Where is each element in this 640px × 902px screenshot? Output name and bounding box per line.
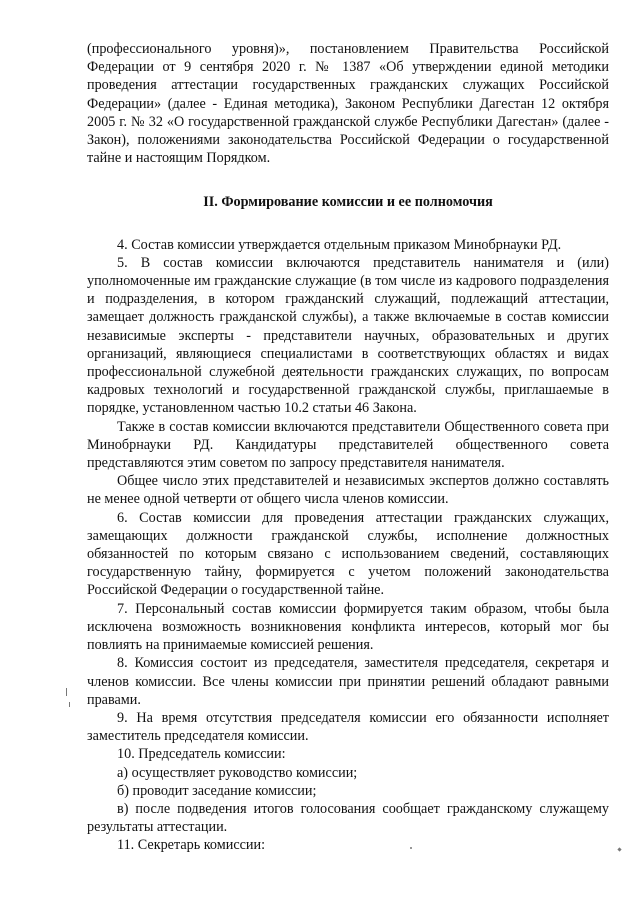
paragraph-8: 8. Комиссия состоит из председателя, заместителя председателя, секретаря и членов комиссии. Все члены комиссии при принятии решений обладают равными правами. xyxy=(87,655,609,708)
section-heading-wrap xyxy=(87,193,609,211)
paragraph-6: 6. Состав комиссии для проведения аттестации гражданских служащих, замещающих должности гражданской службы, исполнение должностных обязанностей по которым связано с использованием сведений, составляющих государственную тайну, формируется с учетом положений законодательства Российской Федерации о государственной тайне. xyxy=(87,509,609,599)
section-heading: II. Формирование комиссии и ее полномочия xyxy=(203,194,493,211)
list-item-b: б) проводит заседание комиссии; xyxy=(117,782,317,799)
list-item-v: в) после подведения итогов голосования сообщает гражданскому служащему результаты аттестации. xyxy=(87,800,609,836)
scan-mark xyxy=(617,847,621,851)
paragraph-5-council: Также в состав комиссии включаются представители Общественного совета при Минобрнауки РД. Кандидатуры представителей общественного совета представляются этим советом по запросу представителя нанимателя. xyxy=(87,418,609,472)
paragraph-5-quota: Общее число этих представителей и независимых экспертов должно составлять не менее одной четверти от общего числа членов комиссии. xyxy=(87,473,609,508)
paragraph-7: 7. Персональный состав комиссии формируется таким образом, чтобы была исключена возможность возникновения конфликта интересов, который мог бы повлиять на принимаемые комиссией решения. xyxy=(87,600,609,654)
scan-mark xyxy=(69,702,70,707)
paragraph-9: 9. На время отсутствия председателя комиссии его обязанности исполняет заместитель председателя комиссии. xyxy=(87,709,609,745)
intro-paragraph: (профессионального уровня)», постановлением Правительства Российской Федерации от 9 сентября 2020 г. № 1387 «Об утверждении единой методики проведения аттестации государственных гражданских служащих Российской Федерации» (далее - Единая методика), Законом Республики Дагестан 12 октября 2005 г. № 32 «О государственной гражданской службе Республики Дагестан» (далее - Закон), положениями законодательства Российской Федерации о государственной тайне и настоящим Порядком. xyxy=(87,41,609,167)
scan-mark xyxy=(66,688,67,696)
paragraph-11: 11. Секретарь комиссии: xyxy=(117,837,266,854)
document-body xyxy=(87,40,609,855)
paragraph-5: 5. В состав комиссии включаются представитель нанимателя и (или) уполномоченные им гражданские служащие (в том числе из кадрового подразделения и подразделения, в котором гражданский служащий, подлежащий аттестации, замещает должность гражданской службы), а также включаемые в состав комиссии независимые эксперты - представители научных, образовательных и других организаций, являющиеся специалистами в соответствующих областях и видах профессиональной служебной деятельности гражданских служащих, по вопросам кадровых технологий и государственной гражданской службы, приглашаемые в порядке, установленном частью 10.2 статьи 46 Закона. xyxy=(87,254,609,417)
list-item-a: а) осуществляет руководство комиссии; xyxy=(117,764,358,781)
paragraph-4: 4. Состав комиссии утверждается отдельным приказом Минобрнауки РД. xyxy=(117,236,562,253)
scan-mark xyxy=(410,847,412,849)
paragraph-10: 10. Председатель комиссии: xyxy=(117,746,286,763)
